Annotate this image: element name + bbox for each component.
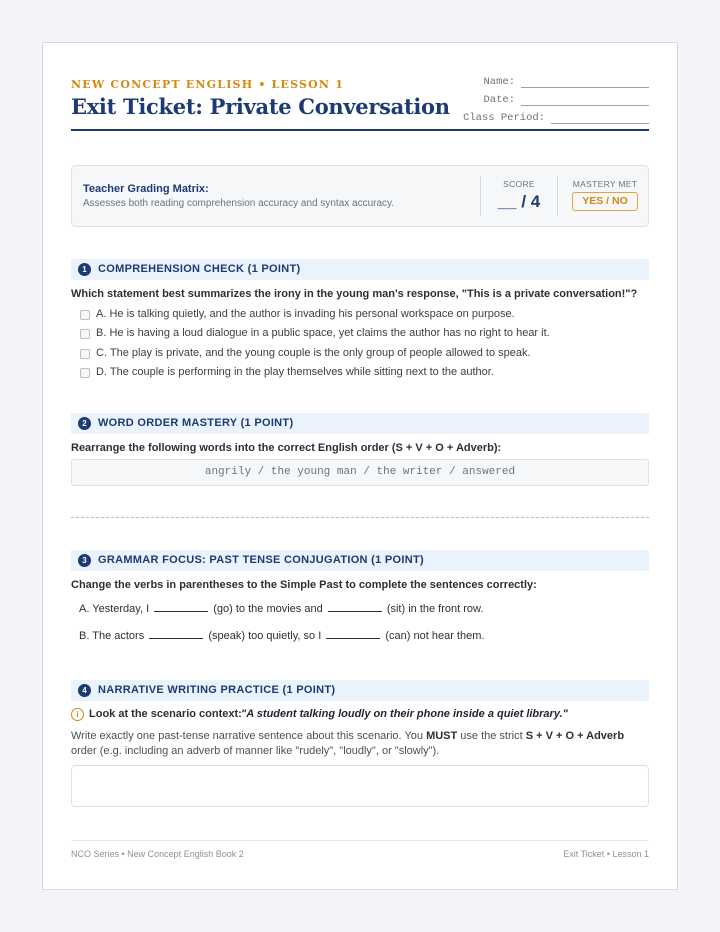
worksheet-page	[42, 42, 678, 890]
answer-blank[interactable]	[326, 630, 380, 639]
checkbox[interactable]	[80, 349, 90, 359]
name-line	[521, 77, 649, 88]
info-icon: i	[71, 708, 84, 721]
matrix-divider	[480, 176, 481, 216]
section-number-badge: 3	[78, 554, 91, 567]
sentence-text: (speak) too quietly, so I	[208, 630, 322, 642]
matrix-description: Assesses both reading comprehension accuracy and syntax accuracy.	[83, 198, 395, 209]
answer-blank[interactable]	[149, 630, 203, 639]
sentence-text: (go) to the movies and	[213, 603, 323, 615]
sentence-text: B. The actors	[79, 630, 145, 642]
section-number-badge: 1	[78, 263, 91, 276]
section-4-header	[71, 680, 649, 701]
footer-lesson: Exit Ticket • Lesson 1	[563, 849, 649, 859]
score-value: __ / 4	[497, 192, 541, 211]
section-number-badge: 2	[78, 417, 91, 430]
question-prompt: Change the verbs in parentheses to the Simple Past to complete the sentences correctly:	[71, 579, 537, 591]
option-text: D. The couple is performing in the play themselves while sitting next to the author.	[96, 366, 494, 378]
word-bank: angrily / the young man / the writer / answered	[71, 459, 649, 486]
option-text: B. He is having a loud dialogue in a public space, yet claims the author has no right to hear it.	[96, 327, 550, 339]
date-label: Date:	[483, 94, 515, 106]
page-title: Exit Ticket: Private Conversation	[71, 94, 450, 119]
grading-matrix	[71, 165, 649, 227]
checkbox[interactable]	[80, 329, 90, 339]
scenario-quote: "A student talking loudly on their phone inside a quiet library."	[241, 708, 568, 720]
student-info-fields	[463, 70, 649, 124]
sentence-text: (sit) in the front row.	[386, 603, 484, 615]
dashed-divider	[71, 517, 649, 518]
section-1-header	[71, 259, 649, 280]
matrix-divider	[557, 176, 558, 216]
instruction-emphasis: MUST	[426, 730, 458, 742]
checkbox[interactable]	[80, 310, 90, 320]
class-period-field[interactable]	[463, 106, 649, 124]
name-field[interactable]	[463, 70, 649, 88]
writing-instructions	[71, 729, 649, 758]
matrix-title: Teacher Grading Matrix:	[83, 183, 209, 195]
sentence-text: A. Yesterday, I	[79, 603, 150, 615]
class-period-label: Class Period:	[463, 112, 545, 124]
series-kicker: NEW CONCEPT ENGLISH • LESSON 1	[71, 78, 345, 91]
section-number-badge: 4	[78, 684, 91, 697]
sentence-text: (can) not hear them.	[385, 630, 485, 642]
answer-blank[interactable]	[328, 603, 382, 612]
checkbox[interactable]	[80, 368, 90, 378]
scenario-lead: Look at the scenario context:	[89, 708, 242, 720]
section-title: COMPREHENSION CHECK (1 POINT)	[98, 263, 301, 275]
section-3-header	[71, 550, 649, 571]
instruction-text: Write exactly one past-tense narrative sentence about this scenario. You	[71, 730, 427, 742]
section-title: NARRATIVE WRITING PRACTICE (1 POINT)	[98, 684, 336, 696]
section-title: WORD ORDER MASTERY (1 POINT)	[98, 417, 294, 429]
mastery-badge: YES / NO	[572, 192, 638, 211]
date-field[interactable]	[463, 88, 649, 106]
header-rule	[71, 129, 649, 131]
option-text: C. The play is private, and the young couple is the only group of people allowed to speak.	[96, 347, 531, 359]
question-prompt: Which statement best summarizes the irony in the young man's response, "This is a private conversation!"?	[71, 288, 638, 300]
date-line	[521, 95, 649, 106]
name-label: Name:	[483, 76, 515, 88]
footer-series: NCO Series • New Concept English Book 2	[71, 849, 244, 859]
fill-in-sentence-a	[79, 603, 483, 615]
section-title: GRAMMAR FOCUS: PAST TENSE CONJUGATION (1 POINT)	[98, 554, 424, 566]
score-label: SCORE	[503, 179, 535, 189]
section-2-header	[71, 413, 649, 434]
instruction-text: use the strict	[457, 730, 526, 742]
option-text: A. He is talking quietly, and the author is invading his personal workspace on purpose.	[96, 308, 515, 320]
fill-in-sentence-b	[79, 630, 484, 642]
footer-rule	[71, 840, 649, 841]
instruction-text: order (e.g. including an adverb of manner like "rudely", "loudly", or "slowly").	[71, 744, 440, 757]
writing-answer-box[interactable]	[71, 765, 649, 807]
mastery-label: MASTERY MET	[572, 179, 638, 189]
question-prompt: Rearrange the following words into the correct English order (S + V + O + Adverb):	[71, 442, 502, 454]
answer-blank[interactable]	[154, 603, 208, 612]
instruction-formula: S + V + O + Adverb	[525, 730, 625, 742]
class-period-line	[551, 113, 649, 124]
